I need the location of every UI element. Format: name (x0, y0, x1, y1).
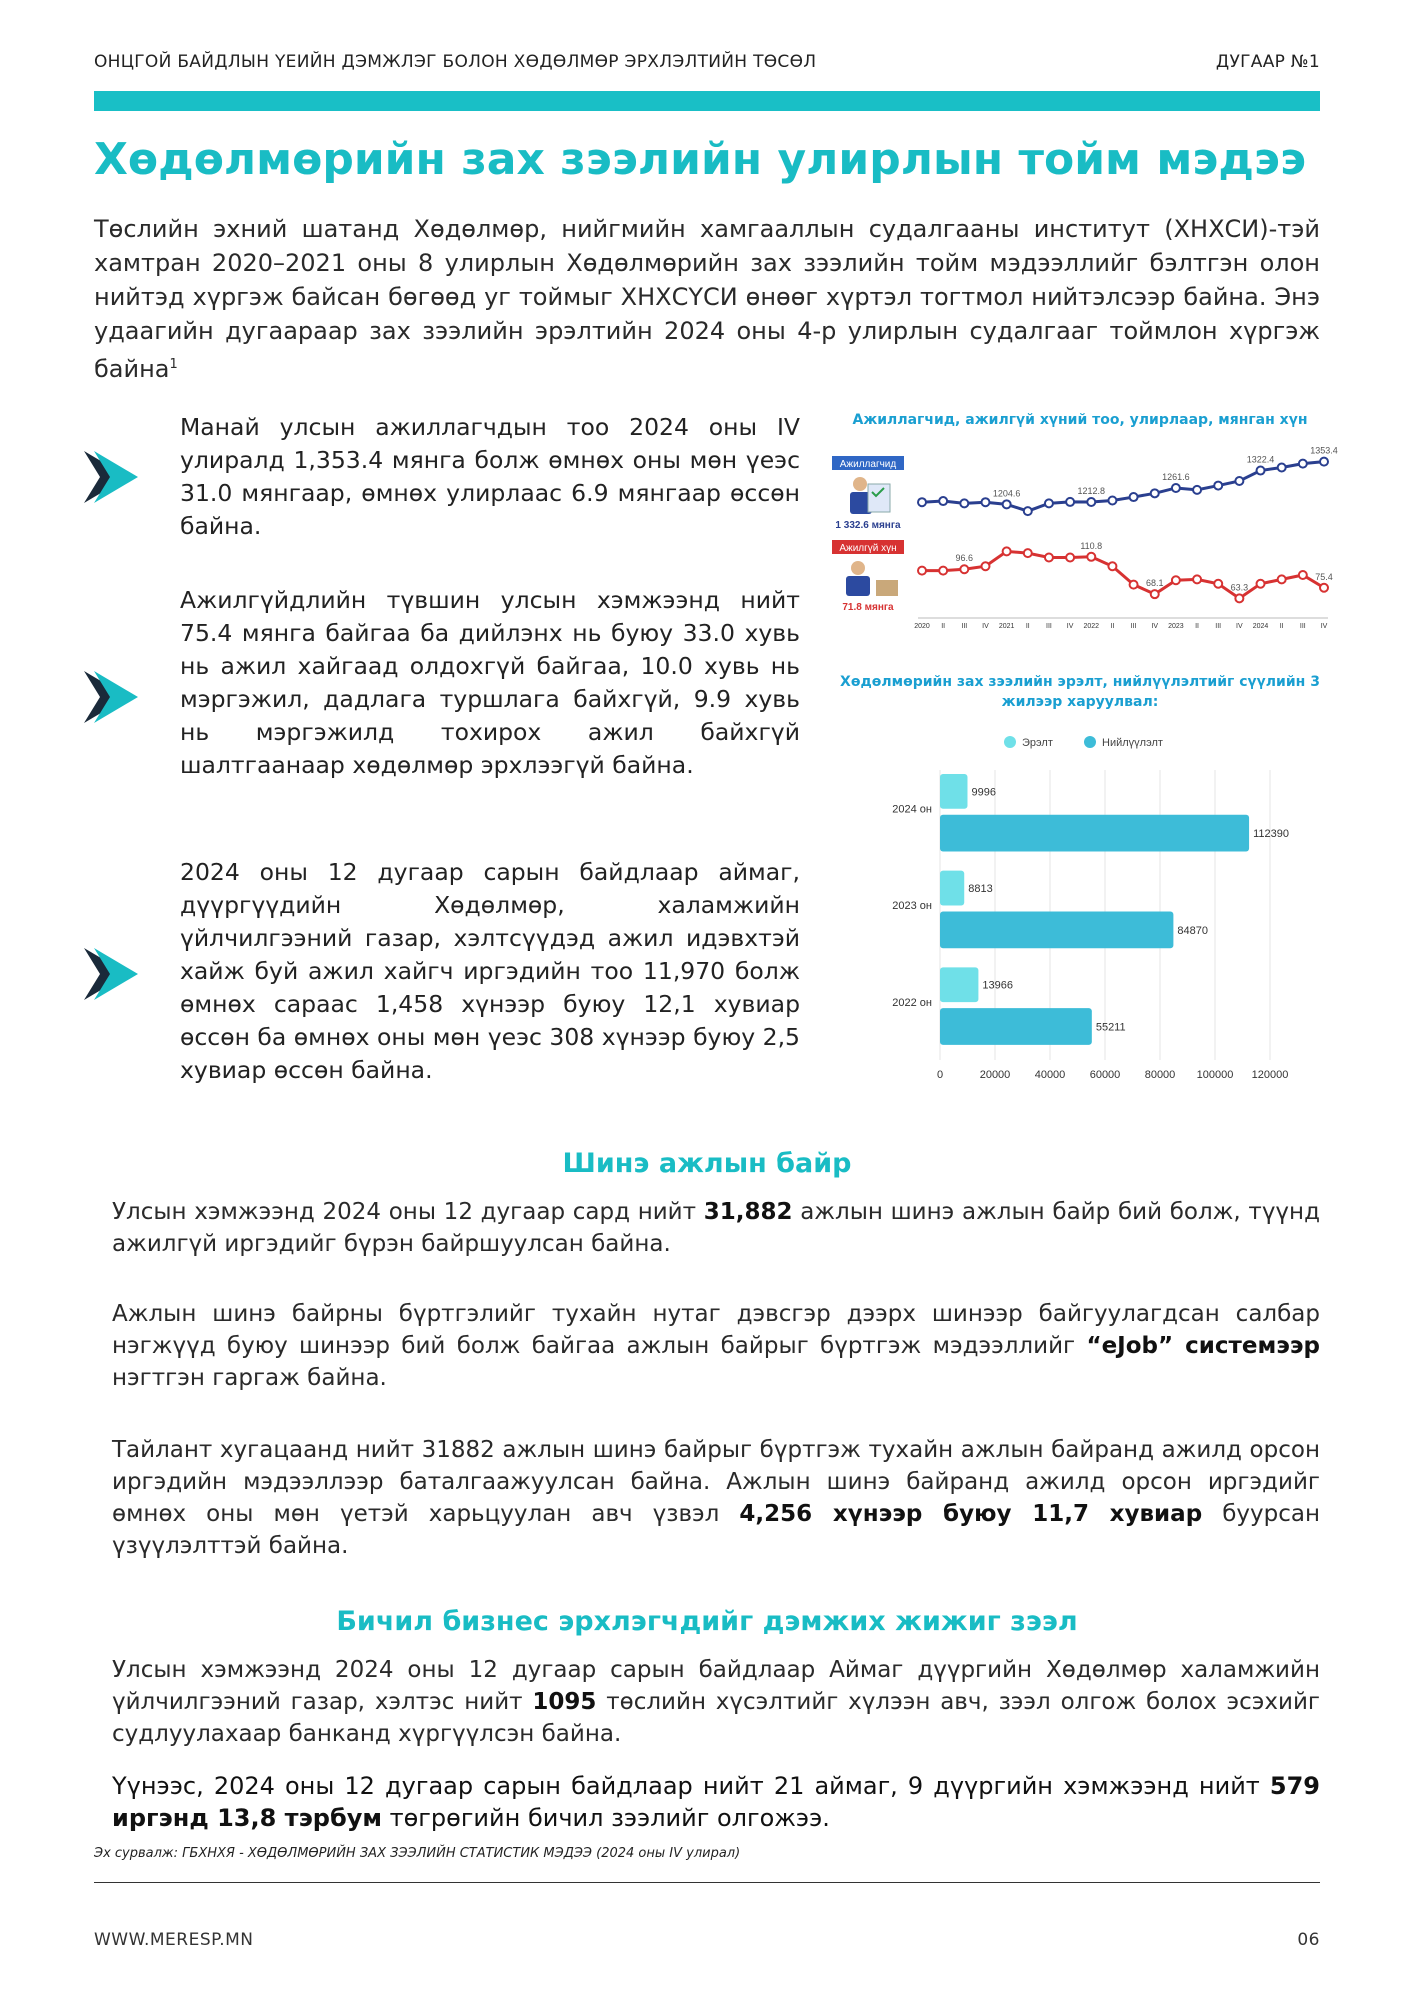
unemployed-point (939, 567, 947, 575)
bar-value-label: 9996 (971, 786, 996, 799)
unemployed-point (1235, 594, 1243, 602)
bullet-job-seekers: 2024 оны 12 дугаар сарын байдлаар аймаг, дүүргүүдийн Хөдөлмөр, халамжийн үйлчилгээний газар, хэлтсүүдэд ажил идэвхтэй хайж буй ажил хайгч иргэдийн тоо 11,970 болж өмнөх сараас 1,458 хүнээр буюу 12,1 хувиар өссөн ба өмнөх оны мөн үеэс 308 хүнээр буюу 2,5 хувиар өссөн байна. (180, 858, 800, 1084)
jobs-decrease: 4,256 хүнээр буюу 11,7 хувиар (739, 1501, 1203, 1527)
x-tick-label: II (1195, 623, 1199, 630)
x-tick-label: III (1046, 623, 1052, 630)
employed-point-label: 1353.4 (1310, 445, 1338, 456)
employed-point-label: 1261.6 (1162, 471, 1190, 482)
bar (940, 774, 967, 809)
x-tick-label: III (1215, 623, 1222, 630)
series-name-unemployed: Ажилгүй хүн (839, 543, 897, 554)
employed-point (1066, 498, 1074, 506)
unemployed-point-label: 110.8 (1080, 540, 1103, 551)
x-tick-label: IV (1151, 623, 1159, 630)
unemployed-point (1045, 554, 1053, 562)
employed-point (981, 498, 989, 506)
unemployed-point (1024, 549, 1032, 557)
bullet-unemployment: Ажилгүйдлийн түвшин улсын хэмжээнд нийт 75.4 мянга байгаа ба дийлэнх нь буюу 33.0 хувь нь ажил хайгаад олдохгүй байгаа, 10.0 хувь нь мэргэжил, дадлага туршлага байхгүй, 9.9 хувь нь мэргэжилд тохирох ажил байхгүй шалтгаанаар хөдөлмөр эрхлээгүй байна. (180, 586, 800, 779)
bar (940, 1008, 1092, 1045)
employed-point-label: 1204.6 (992, 488, 1021, 499)
unemployed-point-label: 75.4 (1315, 571, 1333, 582)
category-label: 2023 он (892, 900, 932, 913)
bar (940, 967, 978, 1002)
unemployed-point (981, 562, 989, 570)
employed-point (1045, 499, 1053, 507)
unemployed-line (922, 551, 1324, 598)
bar-value-label: 13966 (982, 979, 1014, 992)
x-tick-label: IV (1320, 623, 1328, 630)
x-tick-label: 120000 (1251, 1069, 1289, 1081)
unemployed-point-label: 63.3 (1230, 582, 1249, 593)
section-heading-new-jobs: Шинэ ажлын байр (562, 1148, 852, 1179)
legend-marker (1084, 736, 1096, 748)
bar-value-label: 84870 (1177, 924, 1208, 937)
section-heading-small-loans: Бичил бизнес эрхлэгчдийг дэмжих жижиг зээл (336, 1606, 1078, 1637)
page-title: Хөдөлмөрийн зах зээлийн улирлын тойм мэдээ (94, 134, 1307, 185)
project-header: ОНЦГОЙ БАЙДЛЫН ҮЕИЙН ДЭМЖЛЭГ БОЛОН ХӨДӨЛМӨР ЭРХЛЭЛТИЙН ТӨСӨЛ (94, 52, 817, 72)
header-accent-bar (94, 91, 1320, 111)
bar (940, 815, 1249, 852)
issue-number: ДУГААР №1 (1215, 52, 1320, 72)
bar-chart (860, 730, 1300, 1110)
unemployed-point (1193, 575, 1201, 583)
employed-point (1299, 460, 1307, 468)
unemployed-person-icon (846, 561, 898, 596)
x-tick-label: II (941, 623, 946, 630)
employed-point (1087, 498, 1095, 506)
employed-side-value: 1 332.6 мянга (835, 520, 901, 531)
loans-paragraph-1: Улсын хэмжээнд 2024 оны 12 дугаар сарын байдлаар Аймаг дүүргийн Хөдөлмөр халамжийн үйлчилгээний газар, хэлтэс нийт 1095 төслийн хүсэлтийг хүлээн авч, зээл олгож болох эсэхийг судлуулахаар банканд хүргүүлсэн байна. (112, 1657, 1320, 1747)
employed-point (1214, 482, 1222, 490)
x-tick-label: II (1279, 623, 1284, 630)
x-tick-label: 2023 (1168, 623, 1184, 630)
employed-point (1235, 477, 1243, 485)
loans-paragraph-2: Үүнээс, 2024 оны 12 дугаар сарын байдлаар нийт 21 аймаг, 9 дүүргийн хэмжээнд нийт 579 иргэнд 13,8 тэрбум төгрөгийн бичил зээлийг олгожээ. (112, 1772, 1320, 1832)
jobs-count: 31,882 (703, 1199, 793, 1225)
employed-point-label: 1322.4 (1246, 454, 1275, 465)
employed-point (1278, 463, 1286, 471)
x-tick-label: 80000 (1144, 1069, 1176, 1081)
employed-point-label: 1212.8 (1077, 485, 1106, 496)
bar-value-label: 112390 (1253, 828, 1289, 841)
website-link[interactable]: WWW.MERESP.MN (94, 1930, 254, 1950)
intro-footnote-marker: 1 (169, 357, 178, 372)
source-note: Эх сурвалж: ГБХНХЯ - ХӨДӨЛМӨРИЙН ЗАХ ЗЭЭЛИЙН СТАТИСТИК МЭДЭЭ (2024 оны IV улирал) (94, 1846, 741, 1861)
x-tick-label: II (1025, 623, 1030, 630)
unemployed-point (1214, 580, 1222, 588)
series-name-employed: Ажиллагчид (839, 459, 897, 470)
unemployed-point (1130, 581, 1138, 589)
x-tick-label: 100000 (1196, 1069, 1234, 1081)
employed-point (960, 499, 968, 507)
x-tick-label: 2022 (1083, 623, 1100, 630)
x-tick-label: 40000 (1034, 1069, 1066, 1081)
legend-marker (1004, 736, 1016, 748)
employed-point (1172, 484, 1180, 492)
employed-point (918, 498, 926, 506)
loan-requests-count: 1095 (532, 1689, 597, 1715)
x-tick-label: 2024 (1252, 623, 1269, 630)
unemployed-point (1257, 580, 1265, 588)
x-tick-label: 0 (936, 1069, 944, 1081)
employed-point (939, 497, 947, 505)
page-number: 06 (1297, 1930, 1320, 1950)
unemployed-point-label: 68.1 (1145, 578, 1164, 589)
bar (940, 911, 1173, 948)
loan-recipients: 579 иргэнд 13,8 тэрбум (112, 1772, 1320, 1832)
employed-point (1193, 486, 1201, 494)
unemployed-point (960, 565, 968, 573)
line-chart-title: Ажиллагчид, ажилгүй хүний тоо, улирлаар, мянган хүн (852, 412, 1308, 428)
footer-divider (94, 1882, 1320, 1883)
jobs-paragraph-1: Улсын хэмжээнд 2024 оны 12 дугаар сард нийт 31,882 ажлын шинэ ажлын байр бий болж, түүнд ажилгүй иргэдийг бүрэн байршуулсан байна. (112, 1199, 1320, 1257)
x-tick-label: III (961, 623, 968, 630)
unemployed-point-label: 96.6 (955, 553, 974, 564)
employed-point (1151, 489, 1159, 497)
chevron-right-icon (82, 667, 142, 727)
bar (940, 871, 964, 906)
x-tick-label: III (1130, 623, 1137, 630)
category-label: 2022 он (892, 996, 932, 1009)
jobs-paragraph-3: Тайлант хугацаанд нийт 31882 ажлын шинэ байрыг бүртгэж тухайн ажлын байранд ажилд орсон иргэдийн мэдээллээр баталгаажуулсан байна. Ажлын шинэ байранд ажилд орсон иргэдийг өмнөх оны мөн үетэй харьцуулан авч үзвэл 4,256 хүнээр буюу 11,7 хувиар буурсан үзүүлэлттэй байна. (112, 1437, 1320, 1559)
intro-paragraph (94, 212, 1320, 386)
employed-point (1320, 458, 1328, 466)
bar-value-label: 8813 (968, 883, 993, 896)
employed-point (1024, 507, 1032, 515)
x-tick-label: 20000 (979, 1069, 1011, 1081)
x-tick-label: IV (1236, 623, 1243, 630)
unemployed-point (1320, 584, 1328, 592)
unemployed-point (1003, 547, 1011, 555)
employed-point (1257, 467, 1265, 475)
x-tick-label: 2021 (998, 623, 1015, 630)
bullet-employed: Манай улсын ажиллагчдын тоо 2024 оны IV улиралд 1,353.4 мянга болж өмнөх оны мөн үеэс 31.0 мянгаар, өмнөх улирлаас 6.9 мянгаар өссөн байна. (180, 413, 800, 540)
employed-point (1003, 500, 1011, 508)
bar-value-label: 55211 (1095, 1021, 1126, 1034)
legend-label: Нийлүүлэлт (1102, 737, 1163, 749)
x-tick-label: III (1299, 623, 1306, 630)
unemployed-point (918, 567, 926, 575)
x-tick-label: 2020 (914, 623, 930, 630)
chevron-right-icon (82, 944, 142, 1004)
ejob-system: “eJob” системээр (1086, 1333, 1320, 1359)
chevron-right-icon (82, 447, 142, 507)
x-tick-label: 60000 (1089, 1069, 1121, 1081)
x-tick-label: IV (1066, 623, 1074, 630)
unemployed-point (1108, 562, 1116, 570)
x-tick-label: II (1110, 623, 1115, 630)
unemployed-point (1087, 553, 1095, 561)
x-tick-label: IV (982, 623, 989, 630)
intro-text: Төслийн эхний шатанд Хөдөлмөр, нийгмийн хамгааллын судалгааны институт (ХНХСИ)-тэй хамтран 2020–2021 оны 8 улирлын Хөдөлмөрийн зах зээлийн тойм мэдээллийг бэлтгэн олон нийтэд хүргэж байсан бөгөөд уг тоймыг ХНХСҮСИ өнөөг хүртэл тогтмол нийтэлсээр байна. Энэ удаагийн дугаараар зах зээлийн эрэлтийн 2024 оны 4-р улирлын судалгааг тоймлон хүргэж байна (94, 215, 1320, 383)
employed-person-icon (850, 477, 890, 514)
unemployed-point (1066, 554, 1074, 562)
employed-point (1108, 496, 1116, 504)
legend-label: Эрэлт (1022, 737, 1053, 749)
unemployed-point (1151, 590, 1159, 598)
line-chart (832, 440, 1338, 630)
employed-point (1130, 493, 1138, 501)
bar-chart-title: Хөдөлмөрийн зах зээлийн эрэлт, нийлүүлэлтийг сүүлийн 3 жилээр харуулвал: (840, 674, 1320, 710)
unemployed-side-value: 71.8 мянга (842, 602, 894, 613)
unemployed-point (1278, 575, 1286, 583)
unemployed-point (1299, 571, 1307, 579)
category-label: 2024 он (892, 803, 932, 816)
unemployed-point (1172, 576, 1180, 584)
jobs-paragraph-2: Ажлын шинэ байрны бүртгэлийг тухайн нутаг дэвсгэр дээрх шинээр байгуулагдсан салбар нэгжүүд буюу шинээр бий болж байгаа ажлын байрыг бүртгэж мэдээллийг “eJob” системээр нэгтгэн гаргаж байна. (112, 1301, 1320, 1391)
